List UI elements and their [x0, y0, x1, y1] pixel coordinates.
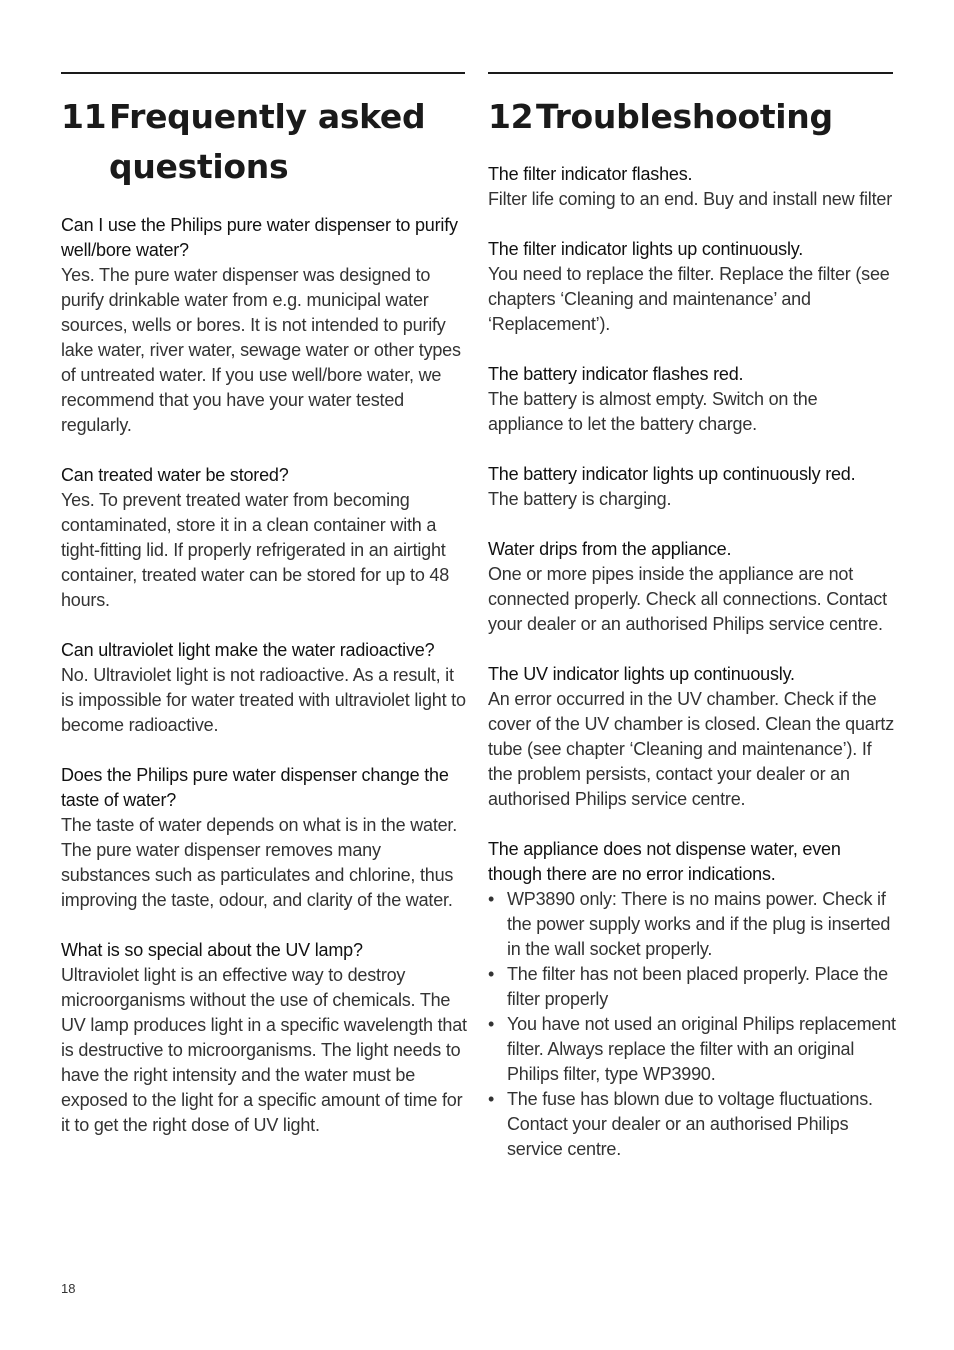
faq-answer: Ultraviolet light is an effective way to destroy microorganisms without the use of chemicals. The UV lamp produces light in a specific wavelength that is destructive to microorganisms. The light needs to have the right intensity and the water must be exposed to the light for a specific amount of time for it to get the right dose of UV light. [61, 965, 467, 1135]
problem-text: Water drips from the appliance. [488, 539, 732, 559]
faq-question: What is so special about the UV lamp? [61, 940, 363, 960]
troubleshooting-heading-number: 12 [488, 97, 534, 136]
troubleshooting-item [488, 537, 896, 637]
problem-text: The battery indicator lights up continuously red. [488, 464, 856, 484]
faq-heading-line2: questions [109, 147, 289, 186]
bullet-text: The filter has not been placed properly. Place the filter properly [507, 964, 888, 1009]
faq-list [61, 213, 467, 1138]
solution-text: Filter life coming to an end. Buy and install new filter [488, 189, 893, 209]
bullet-item [488, 887, 896, 962]
faq-item [61, 463, 467, 613]
faq-top-rule [61, 72, 465, 74]
solution-bullet-list [488, 887, 896, 1162]
faq-question: Does the Philips pure water dispenser change the taste of water? [61, 765, 449, 810]
faq-heading-line1: Frequently asked [109, 97, 426, 136]
troubleshooting-item [488, 362, 896, 437]
faq-column [61, 72, 467, 1138]
faq-heading [61, 92, 467, 192]
troubleshooting-heading [488, 92, 896, 142]
bullet-glyph: • [488, 964, 495, 984]
faq-item [61, 213, 467, 438]
faq-item [61, 938, 467, 1138]
faq-answer: The taste of water depends on what is in the water. The pure water dispenser removes many substances such as particulates and chlorine, thus improving the taste, odour, and clarity of the water. [61, 815, 458, 910]
faq-item [61, 763, 467, 913]
solution-text: An error occurred in the UV chamber. Check if the cover of the UV chamber is closed. Clean the quartz tube (see chapter ‘Cleaning and maintenance’). If the problem persists, contact your dealer or an authorised Philips service centre. [488, 689, 895, 809]
faq-answer: No. Ultraviolet light is not radioactive. As a result, it is impossible for water treated with ultraviolet light to become radioactive. [61, 665, 466, 735]
solution-text: The battery is almost empty. Switch on the appliance to let the battery charge. [488, 389, 818, 434]
bullet-text: You have not used an original Philips replacement filter. Always replace the filter with an original Philips filter, type WP3990. [507, 1014, 896, 1084]
faq-question: Can ultraviolet light make the water radioactive? [61, 640, 435, 660]
bullet-glyph: • [488, 1014, 495, 1034]
solution-text: The battery is charging. [488, 489, 672, 509]
troubleshooting-heading-text: Troubleshooting [536, 97, 833, 136]
bullet-glyph: • [488, 1089, 495, 1109]
faq-item [61, 638, 467, 738]
troubleshooting-column [488, 72, 896, 1162]
bullet-text: WP3890 only: There is no mains power. Check if the power supply works and if the plug is inserted in the wall socket properly. [507, 889, 891, 959]
troubleshooting-item [488, 837, 896, 1162]
solution-text: You need to replace the filter. Replace the filter (see chapters ‘Cleaning and maintenance’ and ‘Replacement’). [488, 264, 890, 334]
bullet-item [488, 962, 896, 1012]
faq-question: Can treated water be stored? [61, 465, 289, 485]
faq-answer: Yes. The pure water dispenser was designed to purify drinkable water from e.g. municipal water sources, wells or bores. It is not intended to purify lake water, river water, sewage water or other types of untreated water. If you use well/bore water, we recommend that you have your water tested regularly. [61, 265, 461, 435]
problem-text: The filter indicator flashes. [488, 164, 693, 184]
bullet-glyph: • [488, 889, 495, 909]
faq-question: Can I use the Philips pure water dispenser to purify well/bore water? [61, 215, 458, 260]
bullet-text: The fuse has blown due to voltage fluctuations. Contact your dealer or an authorised Philips service centre. [507, 1089, 873, 1159]
problem-text: The battery indicator flashes red. [488, 364, 744, 384]
page-number: 18 [61, 1281, 76, 1296]
troubleshooting-item [488, 462, 896, 512]
problem-text: The filter indicator lights up continuously. [488, 239, 804, 259]
problem-text: The UV indicator lights up continuously. [488, 664, 795, 684]
troubleshooting-list [488, 162, 896, 1162]
solution-text: One or more pipes inside the appliance are not connected properly. Check all connections. Contact your dealer or an authorised Philips service centre. [488, 564, 887, 634]
troubleshooting-item [488, 237, 896, 337]
faq-heading-number: 11 [61, 97, 107, 136]
troubleshooting-item [488, 662, 896, 812]
bullet-item [488, 1012, 896, 1087]
troubleshooting-top-rule [488, 72, 893, 74]
troubleshooting-item [488, 162, 896, 212]
faq-answer: Yes. To prevent treated water from becoming contaminated, store it in a clean container with a tight-fitting lid. If properly refrigerated in an airtight container, treated water can be stored for up to 48 hours. [61, 490, 450, 610]
bullet-item [488, 1087, 896, 1162]
problem-text: The appliance does not dispense water, even though there are no error indications. [488, 839, 841, 884]
